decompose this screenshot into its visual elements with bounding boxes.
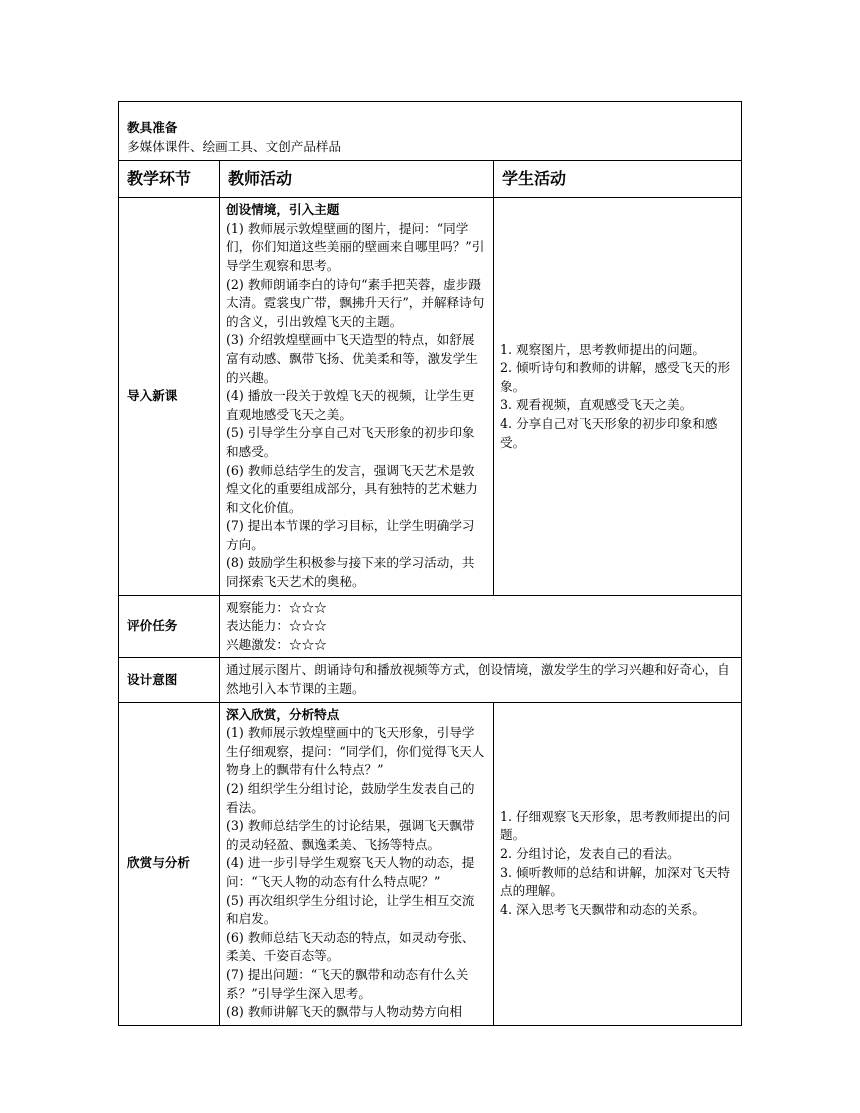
appreciation-teacher-item: (7) 提出问题：“飞天的飘带和动态有什么关系？”引导学生深入思考。 bbox=[226, 966, 469, 1001]
intro-teacher-item: (8) 鼓励学生积极参与接下来的学习活动，共同探索飞天艺术的奥秘。 bbox=[226, 555, 475, 590]
intro-teacher-item: (3) 介绍敦煌壁画中飞天造型的特点，如舒展富有动感、飘带飞扬、优美柔和等，激发学生的兴趣。 bbox=[226, 332, 478, 385]
intro-teacher-item: (7) 提出本节课的学习目标，让学生明确学习方向。 bbox=[226, 518, 475, 552]
prep-cell bbox=[119, 102, 742, 161]
appreciation-student-cell bbox=[494, 702, 742, 1025]
appreciation-teacher-item: (6) 教师总结飞天动态的特点，如灵动夸张、柔美、千姿百态等。 bbox=[226, 929, 475, 964]
appreciation-teacher-item: (5) 再次组织学生分组讨论，让学生相互交流和启发。 bbox=[226, 892, 475, 927]
prep-content: 多媒体课件、绘画工具、文创产品样品 bbox=[127, 138, 342, 154]
appreciation-student-item: 4. 深入思考飞天飘带和动态的关系。 bbox=[500, 901, 705, 917]
intro-teacher-cell bbox=[220, 198, 494, 595]
appreciation-teacher-title: 深入欣赏，分析特点 bbox=[226, 706, 340, 722]
appreciation-student-item: 3. 倾听教师的总结和讲解，加深对飞天特点的理解。 bbox=[500, 864, 731, 899]
evaluation-item: 兴趣激发：☆☆☆ bbox=[226, 636, 327, 652]
intro-teacher-item: (1) 教师展示敦煌壁画的图片，提问：“同学们，你们知道这些美丽的壁画来自哪里吗？”引导学生观察和思考。 bbox=[226, 220, 485, 273]
prep-row bbox=[119, 102, 742, 161]
intro-student-item: 1. 观察图片，思考教师提出的问题。 bbox=[500, 341, 705, 357]
appreciation-row bbox=[119, 702, 742, 1025]
intro-teacher-title: 创设情境，引入主题 bbox=[226, 202, 340, 218]
evaluation-label: 评价任务 bbox=[119, 595, 220, 658]
intro-row bbox=[119, 198, 742, 595]
header-teacher: 教师活动 bbox=[220, 161, 494, 198]
appreciation-student-item: 2. 分组讨论，发表自己的看法。 bbox=[500, 846, 680, 862]
header-row bbox=[119, 161, 742, 198]
appreciation-teacher-cell bbox=[220, 702, 494, 1025]
intro-student-item: 3. 观看视频，直观感受飞天之美。 bbox=[500, 397, 693, 413]
appreciation-teacher-item: (2) 组织学生分组讨论，鼓励学生发表自己的看法。 bbox=[226, 781, 475, 815]
lesson-plan-table bbox=[118, 101, 742, 1026]
intro-student-item: 4. 分享自己对飞天形象的初步印象和感受。 bbox=[500, 416, 718, 450]
evaluation-row bbox=[119, 595, 742, 658]
prep-title: 教具准备 bbox=[127, 120, 178, 135]
appreciation-teacher-item: (8) 教师讲解飞天的飘带与人物动势方向相 bbox=[226, 1004, 462, 1020]
intent-label: 设计意图 bbox=[119, 658, 220, 702]
lesson-plan-document bbox=[118, 101, 741, 1026]
appreciation-label: 欣赏与分析 bbox=[119, 702, 220, 1025]
intro-student-item: 2. 倾听诗句和教师的讲解，感受飞天的形象。 bbox=[500, 360, 731, 394]
header-student: 学生活动 bbox=[494, 161, 742, 198]
evaluation-item: 观察能力：☆☆☆ bbox=[226, 599, 327, 615]
intro-teacher-item: (2) 教师朗诵李白的诗句“素手把芙蓉，虚步蹑太清。霓裳曳广带，飘拂升天行”，并解释诗句的含义，引出敦煌飞天的主题。 bbox=[226, 276, 485, 329]
intro-student-cell bbox=[494, 198, 742, 595]
header-stage: 教学环节 bbox=[119, 161, 220, 198]
intro-teacher-item: (6) 教师总结学生的发言，强调飞天艺术是敦煌文化的重要组成部分，具有独特的艺术魅力和文化价值。 bbox=[226, 462, 478, 515]
appreciation-student-item: 1. 仔细观察飞天形象，思考教师提出的问题。 bbox=[500, 808, 731, 843]
intro-label: 导入新课 bbox=[119, 198, 220, 595]
appreciation-teacher-item: (1) 教师展示敦煌壁画中的飞天形象，引导学生仔细观察，提问：“同学们，你们觉得飞天人物身上的飘带有什么特点？” bbox=[226, 725, 485, 778]
appreciation-teacher-item: (3) 教师总结学生的讨论结果，强调飞天飘带的灵动轻盈、飘逸柔美、飞扬等特点。 bbox=[226, 818, 475, 852]
evaluation-item: 表达能力：☆☆☆ bbox=[226, 618, 327, 634]
evaluation-cell bbox=[220, 595, 742, 658]
intro-teacher-item: (5) 引导学生分享自己对飞天形象的初步印象和感受。 bbox=[226, 425, 475, 459]
intent-text: 通过展示图片、朗诵诗句和播放视频等方式，创设情境，激发学生的学习兴趣和好奇心，自然地引入本节课的主题。 bbox=[220, 658, 742, 702]
intro-teacher-item: (4) 播放一段关于敦煌飞天的视频，让学生更直观地感受飞天之美。 bbox=[226, 388, 475, 422]
appreciation-teacher-item: (4) 进一步引导学生观察飞天人物的动态，提问：“飞天人物的动态有什么特点呢？” bbox=[226, 855, 475, 889]
intent-row bbox=[119, 658, 742, 702]
